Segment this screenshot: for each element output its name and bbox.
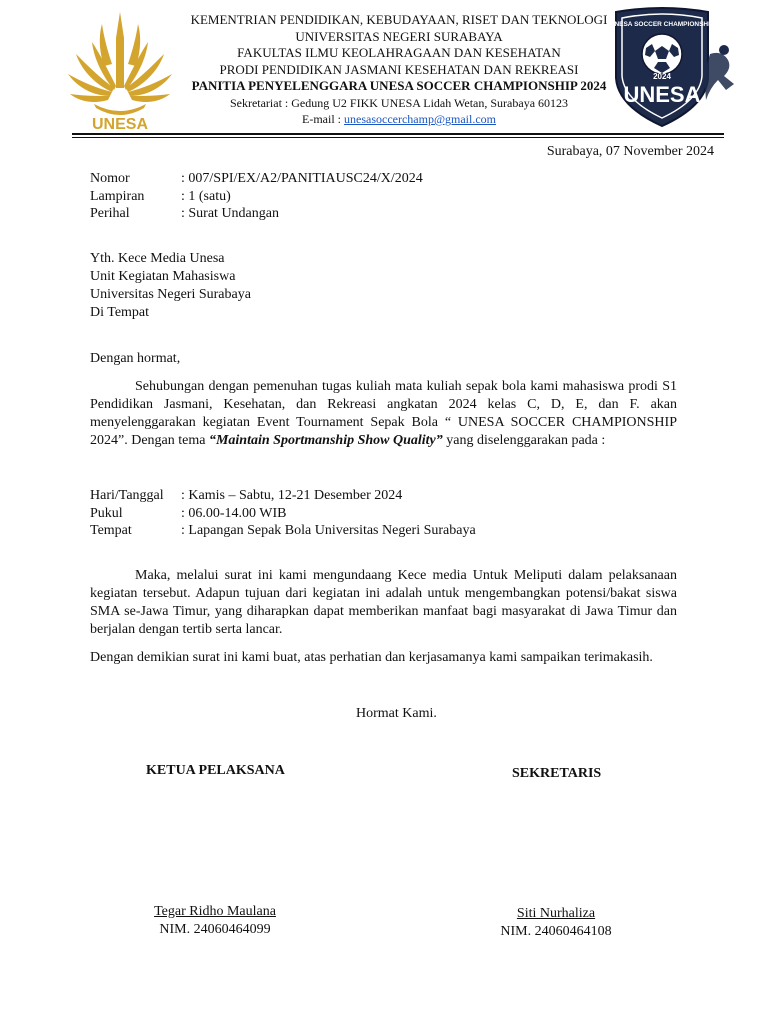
salutation: Dengan hormat,	[90, 351, 181, 366]
event-theme: “Maintain Sportmanship Show Quality”	[208, 433, 443, 448]
meta-row-subject	[90, 205, 423, 223]
event-label: Hari/Tanggal	[90, 488, 164, 503]
secretariat-address: Sekretariat : Gedung U2 FIKK UNESA Lidah Wetan, Surabaya 60123	[229, 95, 569, 110]
committee-title: PANITIA PENYELENGGARA UNESA SOCCER CHAMPIONSHIP 2024	[191, 78, 607, 93]
event-row-place	[90, 522, 476, 540]
letter-date: Surabaya, 07 November 2024	[546, 144, 714, 159]
meta-value: : 007/SPI/EX/A2/PANITIAUSC24/X/2024	[181, 171, 423, 186]
unesa-logo	[64, 8, 176, 132]
event-label: Pukul	[90, 505, 123, 521]
letterhead-rule-thin	[72, 137, 724, 138]
meta-label: Lampiran	[90, 188, 145, 204]
letterhead-line-1: KEMENTRIAN PENDIDIKAN, KEBUDAYAAN, RISET DAN TEKNOLOGI	[190, 12, 608, 27]
paragraph-intro	[90, 378, 677, 450]
logo-year: 2024	[653, 72, 671, 81]
meta-label: Nomor	[90, 171, 130, 186]
role-secretary: SEKRETARIS	[512, 766, 602, 781]
event-value: : Lapangan Sepak Bola Universitas Negeri Surabaya	[181, 523, 476, 538]
email-link[interactable]: unesasoccerchamp@gmail.com	[344, 112, 496, 126]
logo-right-text: UNESA	[623, 82, 701, 107]
logo-ring-text: UNESA SOCCER CHAMPIONSHIP	[609, 21, 715, 28]
meta-label: Perihal	[90, 206, 130, 221]
letterhead	[190, 12, 608, 128]
meta-row-number	[90, 170, 423, 188]
letter-meta	[90, 170, 423, 223]
event-row-date	[90, 487, 476, 505]
role-chairperson: KETUA PELAKSANA	[146, 763, 285, 778]
signatory-nim: NIM. 24060464099	[159, 922, 271, 938]
closing-phrase: Hormat Kami.	[356, 706, 437, 721]
signatory-nim: NIM. 24060464108	[500, 924, 612, 940]
letterhead-line-3: FAKULTAS ILMU KEOLAHRAGAAN DAN KESEHATAN	[237, 45, 561, 60]
email-label: E-mail :	[302, 112, 344, 126]
paragraph-intro-text: Sehubungan dengan pemenuhan tugas kuliah mata kuliah sepak bola kami mahasiswa prodi S1 Pendidikan Jasmani, Kesehatan, dan Rekreasi angkatan 2024 kelas C, D, E, dan F. akan menyelenggarakan kegiatan Event Tournament Sepak Bola “ UNESA SOCCER CHAMPIONSHIP 2024”. Dengan tema	[90, 379, 677, 448]
meta-value: : Surat Undangan	[181, 206, 279, 221]
logo-left-text: UNESA	[91, 116, 149, 132]
event-label: Tempat	[90, 523, 132, 538]
signature-block-secretary	[486, 905, 626, 941]
letterhead-line-4: PRODI PENDIDIKAN JASMANI KESEHATAN DAN REKREASI	[219, 61, 579, 77]
event-details	[90, 487, 476, 540]
recipient-line: Yth. Kece Media Unesa	[90, 251, 225, 266]
event-row-time	[90, 505, 476, 523]
paragraph-intro-tail: yang diselenggarakan pada :	[442, 433, 606, 448]
paragraph-invitation: Maka, melalui surat ini kami mengundaang Kece media Untuk Meliputi dalam pelaksanaan kegiatan tersebut. Adapun tujuan dari kegiatan ini adalah untuk mengembangkan potensi/bakat siswa SMA se-Jawa Timur, yang diharapkan dapat memberikan manfaat bagi masyarakat di Jawa Timur dan berjalan dengan tertib serta lancar.	[90, 568, 677, 637]
event-value: : 06.00-14.00 WIB	[181, 505, 287, 521]
signatory-name: Siti Nurhaliza	[516, 906, 596, 921]
letterhead-rule	[72, 133, 724, 135]
email-line	[190, 111, 608, 128]
soccer-championship-logo	[606, 4, 738, 132]
recipient-block	[90, 250, 251, 322]
letterhead-line-2: UNIVERSITAS NEGERI SURABAYA	[295, 28, 503, 44]
signatory-name: Tegar Ridho Maulana	[154, 904, 276, 919]
recipient-line: Di Tempat	[90, 305, 150, 320]
event-value: : Kamis – Sabtu, 12-21 Desember 2024	[181, 488, 403, 503]
signature-block-chairperson	[140, 903, 290, 939]
recipient-line: Unit Kegiatan Mahasiswa	[90, 269, 236, 284]
meta-row-attachment	[90, 188, 423, 206]
meta-value: : 1 (satu)	[181, 188, 231, 204]
recipient-line: Universitas Negeri Surabaya	[90, 287, 251, 302]
paragraph-closing: Dengan demikian surat ini kami buat, atas perhatian dan kerjasamanya kami sampaikan terimakasih.	[90, 650, 653, 665]
